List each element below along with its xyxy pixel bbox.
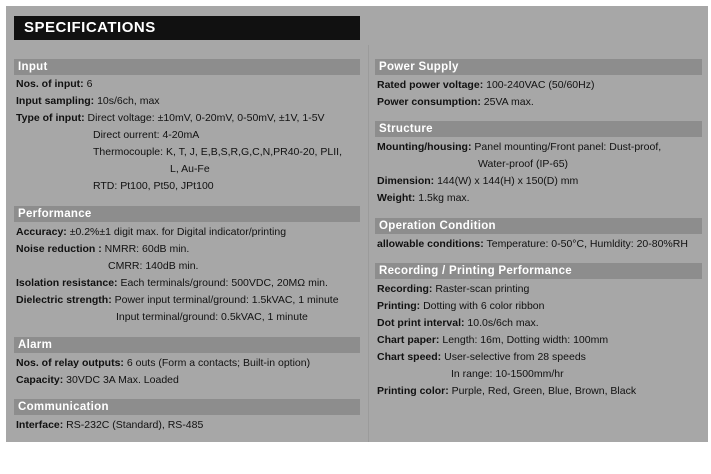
spec-continuation: CMRR: 140dB min. [108,260,199,272]
section-header-input: Input [14,59,360,75]
spec-row: Weight: 1.5kg max. [377,192,470,204]
spec-row: Dimension: 144(W) x 144(H) x 150(D) mm [377,175,579,187]
section-header-operation-condition: Operation Condition [375,218,702,234]
spec-row: Mounting/housing: Panel mounting/Front panel: Dust-proof, [377,141,662,153]
spec-row: Recording: Raster-scan printing [377,283,530,295]
section-header-power-supply: Power Supply [375,59,702,75]
spec-continuation: Water-proof (IP-65) [478,158,569,170]
spec-row: Type of input: Direct voltage: ±10mV, 0-20mV, 0-50mV, ±1V, 1-5V [16,112,325,124]
spec-continuation: In range: 10-1500mm/hr [451,368,564,380]
spec-row: Nos. of relay outputs: 6 outs (Form a contacts; Built-in option) [16,357,311,369]
spec-continuation: Thermocouple: K, T, J, E,B,S,R,G,C,N,PR40-20, PLII, [93,146,342,158]
spec-row: Noise reduction : NMRR: 60dB min. [16,243,190,255]
spec-continuation: Direct ourrent: 4-20mA [93,129,200,141]
section-header-structure: Structure [375,121,702,137]
spec-continuation: L, Au-Fe [170,163,210,175]
spec-row: Interface: RS-232C (Standard), RS-485 [16,419,204,431]
spec-continuation: RTD: Pt100, Pt50, JPt100 [93,180,214,192]
spec-row: Input sampling: 10s/6ch, max [16,95,160,107]
spec-row: Printing: Dotting with 6 color ribbon [377,300,545,312]
spec-row: allowable conditions: Temperature: 0-50°C, Humldity: 20-80%RH [377,238,688,250]
spec-row: Chart speed: User-selective from 28 speeds [377,351,586,363]
spec-row: Isolation resistance: Each terminals/ground: 500VDC, 20MΩ min. [16,277,328,289]
spec-row: Nos. of input: 6 [16,78,93,90]
spec-row: Printing color: Purple, Red, Green, Blue, Brown, Black [377,385,637,397]
spec-row: Capacity: 30VDC 3A Max. Loaded [16,374,179,386]
section-header-recording-printing: Recording / Printing Performance [375,263,702,279]
section-header-performance: Performance [14,206,360,222]
section-header-communication: Communication [14,399,360,415]
spec-row: Power consumption: 25VA max. [377,96,534,108]
page-title: SPECIFICATIONS [14,16,360,40]
spec-row: Dielectric strength: Power input terminal/ground: 1.5kVAC, 1 minute [16,294,339,306]
spec-row: Dot print interval: 10.0s/6ch max. [377,317,539,329]
spec-row: Rated power voltage: 100-240VAC (50/60Hz) [377,79,595,91]
spec-row: Chart paper: Length: 16m, Dotting width: 100mm [377,334,609,346]
section-header-alarm: Alarm [14,337,360,353]
spec-continuation: Input terminal/ground: 0.5kVAC, 1 minute [116,311,308,323]
column-divider [368,45,369,442]
spec-row: Accuracy: ±0.2%±1 digit max. for Digital indicator/printing [16,226,287,238]
